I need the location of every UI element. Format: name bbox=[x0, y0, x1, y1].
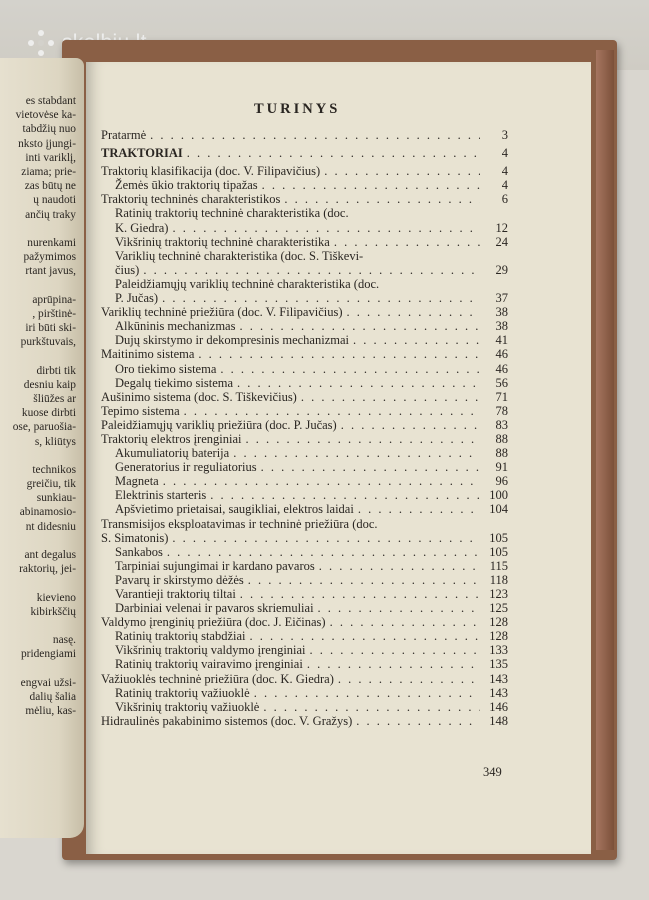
toc-entry bbox=[101, 390, 508, 404]
toc-entry-title: Variklių techninė charakteristika (doc. S. Tiškevi- bbox=[115, 248, 364, 263]
toc-entry bbox=[101, 432, 508, 446]
left-page-line bbox=[13, 222, 76, 236]
toc-entry-title: Pratarmė bbox=[101, 128, 147, 142]
left-page-line bbox=[13, 534, 76, 548]
toc-entry bbox=[101, 474, 508, 488]
toc-entry-page: 88 bbox=[495, 446, 508, 461]
toc-leader-dots bbox=[163, 474, 480, 488]
page-title: TURINYS bbox=[254, 101, 341, 117]
toc-entry-title: Magneta bbox=[115, 474, 159, 489]
toc-leader-dots bbox=[167, 545, 480, 559]
toc-leader-dots bbox=[162, 291, 480, 305]
toc-entry-page: 37 bbox=[495, 291, 508, 306]
toc-entry-title: Traktorių techninės charakteristikos bbox=[101, 192, 281, 207]
toc-leader-dots bbox=[324, 164, 480, 178]
toc-entry-title: S. Simatonis) bbox=[101, 530, 169, 545]
left-page-line bbox=[13, 278, 76, 292]
toc-entry-page: 123 bbox=[489, 587, 508, 601]
left-page-line: sunkiau- bbox=[36, 492, 76, 505]
toc-entry-page: 4 bbox=[501, 178, 508, 193]
toc-entry-page: 38 bbox=[495, 305, 508, 320]
toc-entry bbox=[101, 545, 508, 559]
left-page-line: , pirštinė- bbox=[32, 307, 76, 320]
toc-entry-title: Vikšrinių traktorių važiuoklė bbox=[115, 699, 260, 714]
left-page-line: pažymimos bbox=[23, 251, 76, 264]
toc-entry-page: 146 bbox=[489, 699, 508, 714]
toc-entry-title: Pavarų ir skirstymo dėžės bbox=[115, 572, 244, 587]
toc-leader-dots bbox=[263, 700, 480, 714]
toc-leader-dots bbox=[353, 333, 480, 347]
toc-leader-dots bbox=[301, 390, 480, 404]
toc-entry-page: 133 bbox=[489, 643, 508, 658]
toc-leader-dots bbox=[233, 446, 480, 460]
left-page-line: mėliu, kas- bbox=[25, 705, 76, 718]
toc-entry-title: Ratinių traktorių važiuoklė bbox=[115, 685, 250, 700]
toc-entry-page: 143 bbox=[489, 671, 508, 686]
toc-entry bbox=[101, 517, 508, 531]
toc-entry-title: Ratinių traktorių techninė charakteristika (doc. bbox=[115, 206, 349, 221]
toc-entry-title: Traktorių elektros įrenginiai bbox=[101, 431, 242, 446]
toc-entry bbox=[101, 460, 508, 474]
toc-entry-title: Ratinių traktorių stabdžiai bbox=[115, 629, 246, 644]
left-page-line bbox=[13, 349, 76, 363]
toc-entry-page: 71 bbox=[495, 389, 508, 404]
left-page-line: raktorių, jei- bbox=[19, 563, 76, 576]
left-page-line: ziama; prie- bbox=[21, 165, 76, 178]
toc-entry bbox=[101, 263, 508, 277]
toc-leader-dots bbox=[358, 502, 480, 516]
toc-entry-title: Dujų skirstymo ir dekompresinis mechanizmai bbox=[115, 333, 349, 348]
toc-entry bbox=[101, 319, 508, 333]
left-page-line: es stabdant bbox=[25, 95, 76, 107]
left-page-line: šliūžes ar bbox=[33, 392, 76, 405]
page-number: 349 bbox=[483, 765, 502, 779]
toc-entry-page: 128 bbox=[489, 615, 508, 630]
toc-entry bbox=[101, 629, 508, 643]
toc-entry-page: 41 bbox=[495, 333, 508, 348]
toc-entry bbox=[101, 235, 508, 249]
toc-leader-dots bbox=[172, 531, 480, 545]
toc-leader-dots bbox=[187, 146, 480, 160]
left-page-line: engvai užsi- bbox=[20, 676, 76, 689]
toc-entry bbox=[101, 291, 508, 305]
toc-entry-page: 56 bbox=[495, 375, 508, 390]
left-page-line: ose, paruošia- bbox=[12, 421, 76, 434]
toc-entry bbox=[101, 362, 508, 376]
toc-entry bbox=[101, 277, 508, 291]
toc-entry-title: Vikšrinių traktorių valdymo įrenginiai bbox=[115, 643, 306, 658]
toc-entry-page: 105 bbox=[489, 530, 508, 545]
toc-entry-page: 4 bbox=[501, 146, 508, 161]
toc-entry-page: 3 bbox=[501, 128, 508, 142]
toc-leader-dots bbox=[356, 714, 480, 728]
toc-leader-dots bbox=[347, 305, 481, 319]
left-page-line: kievieno bbox=[36, 591, 76, 604]
toc-entry-title: Tepimo sistema bbox=[101, 403, 180, 418]
toc-entry bbox=[101, 418, 508, 432]
toc-entry-page: 125 bbox=[489, 601, 508, 616]
toc-entry-page: 96 bbox=[495, 474, 508, 489]
toc-entry bbox=[101, 404, 508, 418]
toc-entry-page: 24 bbox=[495, 234, 508, 249]
toc-entry bbox=[101, 657, 508, 671]
toc-entry bbox=[101, 128, 508, 142]
left-page-line: nasę. bbox=[52, 634, 76, 647]
toc-entry-title: Apšvietimo prietaisai, saugikliai, elektros laidai bbox=[115, 502, 354, 517]
toc-entry-title: Transmisijos eksploatavimas ir techninė priežiūra (doc. bbox=[101, 516, 378, 531]
toc-entry-title: Varantieji traktorių tiltai bbox=[115, 587, 236, 601]
toc-entry bbox=[101, 488, 508, 502]
toc-entry-title: Paleidžiamųjų variklių techninė charakteristika (doc. bbox=[115, 276, 380, 291]
toc-entry-title: K. Giedra) bbox=[115, 220, 169, 235]
toc-entry-page: 78 bbox=[495, 403, 508, 418]
toc-leader-dots bbox=[239, 319, 480, 333]
toc-entry bbox=[101, 249, 508, 263]
toc-entry-title: Maitinimo sistema bbox=[101, 347, 195, 362]
toc-entry-page: 46 bbox=[495, 361, 508, 376]
toc-entry-title: Elektrinis starteris bbox=[115, 488, 207, 503]
toc-entry bbox=[101, 305, 508, 319]
toc-entry-title: Aušinimo sistema (doc. S. Tiškevičius) bbox=[101, 389, 297, 404]
toc-entry-title: Valdymo įrenginių priežiūra (doc. J. Eičinas) bbox=[101, 615, 326, 630]
toc-entry-page: 88 bbox=[495, 431, 508, 446]
left-page-line: nksto įjungi- bbox=[18, 137, 76, 150]
toc-entry bbox=[101, 714, 508, 728]
toc-entry bbox=[101, 559, 508, 573]
toc-leader-dots bbox=[338, 672, 480, 686]
toc-entry-page: 12 bbox=[495, 220, 508, 235]
toc-leader-dots bbox=[310, 643, 480, 657]
toc-entry-title: Traktorių klasifikacija (doc. V. Filipavičius) bbox=[101, 164, 321, 179]
left-page-line: ant degalus bbox=[24, 549, 76, 561]
left-page-line: vietovėse ka- bbox=[15, 109, 76, 122]
toc-leader-dots bbox=[254, 686, 480, 700]
left-page-text bbox=[13, 94, 76, 718]
toc-entry bbox=[101, 587, 508, 601]
left-page-line: nt didesniu bbox=[25, 520, 76, 533]
toc-leader-dots bbox=[172, 221, 480, 235]
toc-entry-page: 105 bbox=[489, 544, 508, 559]
toc-entry-page: 148 bbox=[489, 713, 508, 728]
left-page-line: aprūpina- bbox=[32, 293, 76, 306]
toc-entry-page: 115 bbox=[489, 558, 508, 573]
toc-entry-title: TRAKTORIAI bbox=[101, 146, 183, 161]
left-page-line bbox=[13, 449, 76, 463]
toc-entry bbox=[101, 601, 508, 615]
toc-entry-title: Hidraulinės pakabinimo sistemos (doc. V. Gražys) bbox=[101, 713, 353, 728]
toc-entry bbox=[101, 206, 508, 220]
toc-leader-dots bbox=[237, 376, 480, 390]
left-page-line: purkštuvais, bbox=[20, 336, 76, 349]
toc-entry-page: 135 bbox=[489, 657, 508, 672]
toc-entry-title: Darbiniai velenai ir pavaros skriemuliai bbox=[115, 601, 314, 616]
left-page-line: inti variklį, bbox=[25, 151, 76, 164]
toc-entry-title: Sankabos bbox=[115, 544, 163, 559]
left-page-line bbox=[13, 619, 76, 633]
toc-leader-dots bbox=[240, 587, 480, 601]
toc-leader-dots bbox=[248, 573, 480, 587]
left-page-line bbox=[13, 662, 76, 676]
toc-entry-page: 83 bbox=[495, 417, 508, 432]
toc-entry-page: 4 bbox=[501, 164, 508, 179]
toc-entry-page: 100 bbox=[489, 488, 508, 503]
left-page-line: ų naudoti bbox=[33, 194, 76, 207]
left-page-line: pridengiami bbox=[20, 648, 76, 661]
toc-entry-title: Vikšrinių traktorių techninė charakteristika bbox=[115, 234, 330, 249]
toc-leader-dots bbox=[246, 432, 481, 446]
toc-entry-title: Važiuoklės techninė priežiūra (doc. K. Giedra) bbox=[101, 671, 334, 686]
toc-entry-title: Ratinių traktorių vairavimo įrenginiai bbox=[115, 657, 303, 672]
left-page-line: s, kliūtys bbox=[34, 435, 76, 448]
toc-entry bbox=[101, 446, 508, 460]
toc-entry-page: 91 bbox=[495, 460, 508, 475]
toc-entry bbox=[101, 192, 508, 206]
toc-entry-page: 143 bbox=[489, 685, 508, 700]
toc-entry bbox=[101, 376, 508, 390]
toc-leader-dots bbox=[261, 460, 480, 474]
toc-entry-title: Variklių techninė priežiūra (doc. V. Filipavičius) bbox=[101, 305, 343, 320]
left-page bbox=[0, 58, 84, 838]
toc-entry bbox=[101, 700, 508, 714]
toc-leader-dots bbox=[284, 192, 480, 206]
toc-leader-dots bbox=[341, 418, 480, 432]
left-page-line: kuose dirbti bbox=[21, 407, 76, 420]
toc-entry-page: 104 bbox=[489, 502, 508, 517]
left-page-line: desniu kaip bbox=[23, 378, 76, 391]
left-page-line: ančių traky bbox=[25, 208, 76, 221]
toc-entry bbox=[101, 178, 508, 192]
toc-leader-dots bbox=[250, 629, 480, 643]
toc-leader-dots bbox=[330, 615, 480, 629]
toc-entry bbox=[101, 502, 508, 516]
left-page-line: tabdžių nuo bbox=[22, 123, 76, 136]
toc-entry bbox=[101, 347, 508, 361]
toc-leader-dots bbox=[262, 178, 480, 192]
toc-entry bbox=[101, 333, 508, 347]
book-cover-edge bbox=[596, 50, 614, 850]
toc-entry-page: 118 bbox=[489, 572, 508, 587]
left-page-line bbox=[13, 576, 76, 590]
watermark-logo-icon bbox=[28, 30, 54, 56]
left-page-line: dirbti tik bbox=[36, 364, 76, 377]
toc-entry bbox=[101, 686, 508, 700]
toc-entry bbox=[101, 146, 508, 160]
toc-leader-dots bbox=[184, 404, 480, 418]
toc-leader-dots bbox=[319, 559, 480, 573]
toc-entry-page: 29 bbox=[495, 262, 508, 277]
toc-entry-title: Akumuliatorių baterija bbox=[115, 446, 230, 461]
toc-entry-title: čius) bbox=[115, 262, 140, 277]
toc-leader-dots bbox=[210, 488, 480, 502]
toc-entry-title: Žemės ūkio traktorių tipažas bbox=[115, 178, 258, 193]
left-page-line: rtant javus, bbox=[25, 265, 76, 278]
left-page-line: iri būti ski- bbox=[25, 322, 76, 334]
toc-leader-dots bbox=[220, 362, 480, 376]
toc-entry-title: Degalų tiekimo sistema bbox=[115, 375, 234, 390]
toc-entry bbox=[101, 164, 508, 178]
toc-entry bbox=[101, 221, 508, 235]
toc-entry-page: 38 bbox=[495, 319, 508, 334]
table-of-contents bbox=[101, 128, 508, 728]
toc-entry-title: Generatorius ir reguliatorius bbox=[115, 460, 257, 475]
toc-entry-page: 128 bbox=[489, 629, 508, 644]
left-page-line: kibirkščių bbox=[30, 605, 76, 618]
left-page-line: technikos bbox=[32, 463, 76, 476]
left-page-line: dalių šalia bbox=[29, 690, 76, 703]
toc-leader-dots bbox=[150, 128, 480, 142]
toc-entry bbox=[101, 672, 508, 686]
left-page-line: zas būtų ne bbox=[24, 180, 76, 193]
toc-entry-title: Tarpiniai sujungimai ir kardano pavaros bbox=[115, 558, 315, 573]
left-page-line: greičiu, tik bbox=[26, 478, 76, 491]
toc-entry-title: Oro tiekimo sistema bbox=[115, 361, 217, 376]
toc-entry-page: 46 bbox=[495, 347, 508, 362]
toc-leader-dots bbox=[143, 263, 480, 277]
left-page-line: abinamosio- bbox=[19, 506, 76, 519]
toc-entry bbox=[101, 573, 508, 587]
toc-entry-page: 6 bbox=[501, 192, 508, 207]
toc-leader-dots bbox=[334, 235, 480, 249]
toc-leader-dots bbox=[307, 657, 480, 671]
left-page-line: nurenkami bbox=[27, 236, 76, 249]
toc-leader-dots bbox=[198, 347, 480, 361]
toc-leader-dots bbox=[318, 601, 480, 615]
toc-entry-title: Alkūninis mechanizmas bbox=[115, 319, 236, 334]
toc-entry bbox=[101, 643, 508, 657]
toc-entry bbox=[101, 531, 508, 545]
toc-entry-title: Paleidžiamųjų variklių priežiūra (doc. P. Jučas) bbox=[101, 417, 337, 432]
toc-entry-title: P. Jučas) bbox=[115, 291, 159, 306]
toc-entry bbox=[101, 615, 508, 629]
